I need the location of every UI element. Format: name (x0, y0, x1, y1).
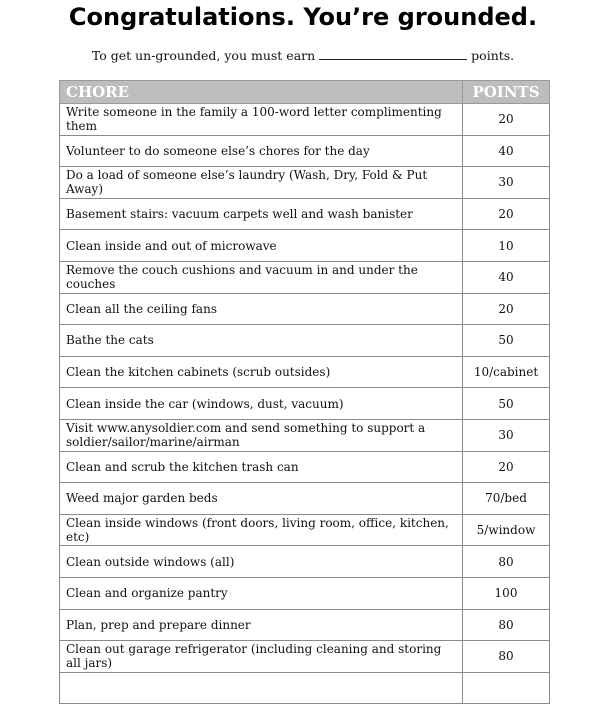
points-cell: 50 (463, 325, 550, 357)
table-row (60, 483, 550, 515)
header-chore: CHORE (60, 81, 463, 104)
table-row (60, 104, 550, 136)
chore-cell: Clean outside windows (all) (60, 546, 463, 578)
points-cell: 40 (463, 261, 550, 293)
points-cell: 100 (463, 577, 550, 609)
chore-cell: Clean all the ceiling fans (60, 293, 463, 325)
chore-cell: Clean inside and out of microwave (60, 230, 463, 262)
chore-cell: Weed major garden beds (60, 483, 463, 515)
chore-cell: Basement stairs: vacuum carpets well and wash banister (60, 198, 463, 230)
points-cell: 40 (463, 135, 550, 167)
table-row (60, 514, 550, 546)
points-cell: 70/bed (463, 483, 550, 515)
table-row (60, 230, 550, 262)
table-row (60, 261, 550, 293)
subtitle-after: points. (471, 48, 515, 63)
subtitle (0, 48, 606, 63)
chore-cell: Clean and organize pantry (60, 577, 463, 609)
points-blank-line (319, 48, 467, 60)
table-row (60, 609, 550, 641)
points-cell: 20 (463, 104, 550, 136)
chore-cell: Clean the kitchen cabinets (scrub outsides) (60, 356, 463, 388)
chore-cell: Write someone in the family a 100-word letter complimenting them (60, 104, 463, 136)
table-row (60, 293, 550, 325)
points-cell: 80 (463, 609, 550, 641)
points-cell: 10 (463, 230, 550, 262)
header-points: POINTS (463, 81, 550, 104)
chore-cell: Volunteer to do someone else’s chores for the day (60, 135, 463, 167)
chore-cell (60, 672, 463, 703)
chore-table (59, 80, 550, 704)
table-row (60, 388, 550, 420)
points-cell: 50 (463, 388, 550, 420)
chore-cell: Clean out garage refrigerator (including cleaning and storing all jars) (60, 641, 463, 673)
points-cell: 80 (463, 546, 550, 578)
table-row (60, 641, 550, 673)
table-row (60, 198, 550, 230)
table-row (60, 451, 550, 483)
chore-cell: Clean and scrub the kitchen trash can (60, 451, 463, 483)
table-row (60, 546, 550, 578)
points-cell: 80 (463, 641, 550, 673)
points-cell: 20 (463, 198, 550, 230)
chore-cell: Plan, prep and prepare dinner (60, 609, 463, 641)
table-row (60, 167, 550, 199)
points-cell: 20 (463, 451, 550, 483)
chore-cell: Visit www.anysoldier.com and send something to support a soldier/sailor/marine/airman (60, 419, 463, 451)
chore-cell: Bathe the cats (60, 325, 463, 357)
table-row (60, 419, 550, 451)
header-row (60, 81, 550, 104)
chore-cell: Remove the couch cushions and vacuum in and under the couches (60, 261, 463, 293)
table-row (60, 135, 550, 167)
chore-cell: Do a load of someone else’s laundry (Wash, Dry, Fold & Put Away) (60, 167, 463, 199)
points-cell: 30 (463, 167, 550, 199)
points-cell: 30 (463, 419, 550, 451)
table-row (60, 356, 550, 388)
table-row (60, 672, 550, 703)
points-cell: 20 (463, 293, 550, 325)
chore-cell: Clean inside windows (front doors, living room, office, kitchen, etc) (60, 514, 463, 546)
page-title: Congratulations. You’re grounded. (68, 3, 538, 31)
table-row (60, 577, 550, 609)
points-cell: 10/cabinet (463, 356, 550, 388)
points-cell: 5/window (463, 514, 550, 546)
points-cell (463, 672, 550, 703)
subtitle-before: To get un-grounded, you must earn (91, 48, 316, 63)
chore-cell: Clean inside the car (windows, dust, vacuum) (60, 388, 463, 420)
table-row (60, 325, 550, 357)
